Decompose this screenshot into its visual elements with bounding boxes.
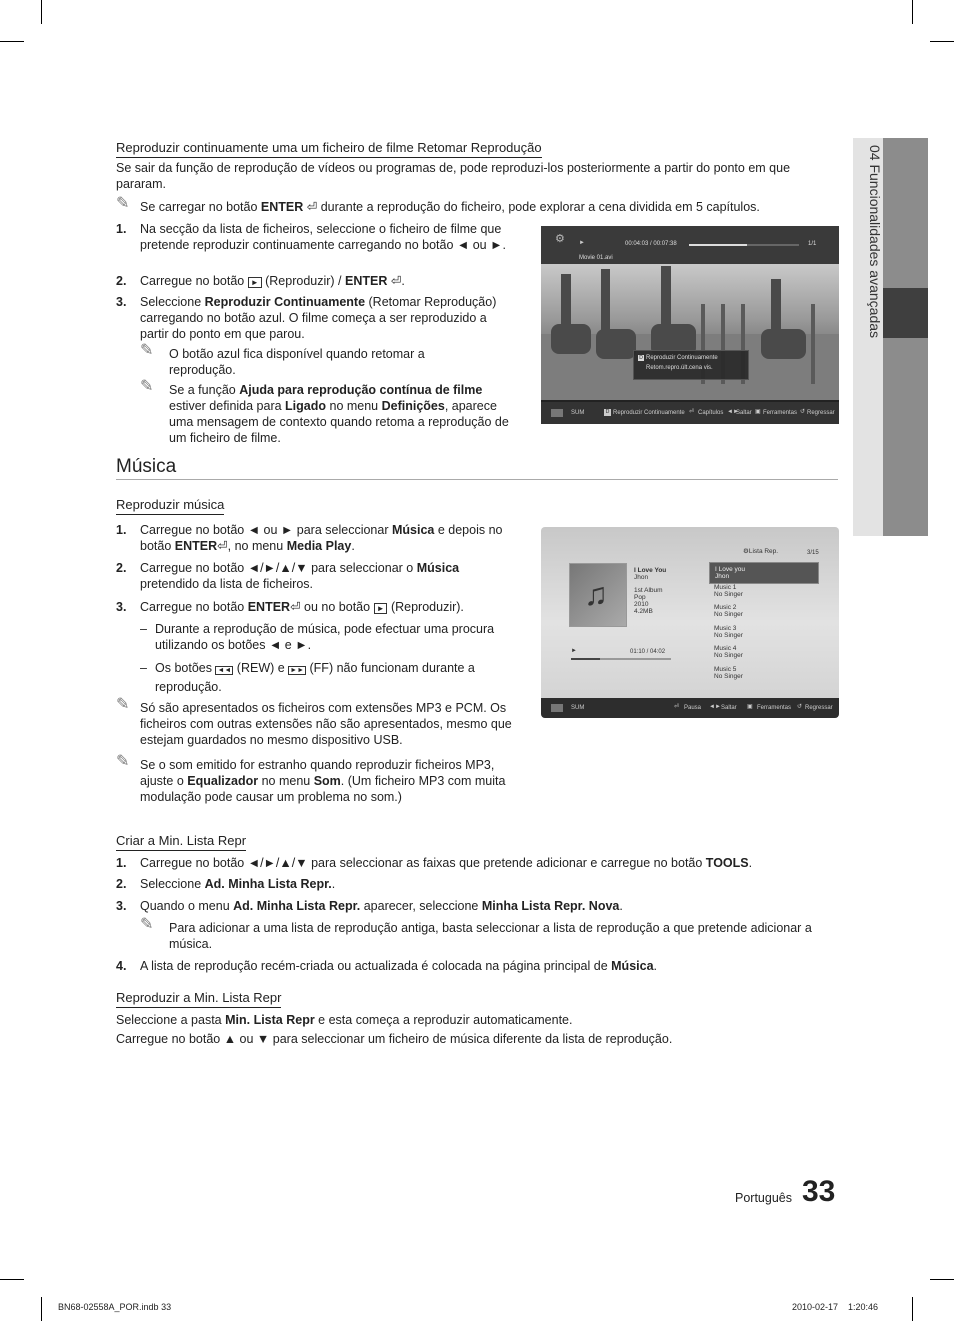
dash-bullet: –	[140, 661, 147, 675]
ff-icon: ►►	[290, 667, 305, 674]
music-note-icon: ♫	[584, 576, 608, 612]
playlist-item[interactable]	[709, 645, 817, 659]
item-sub: No Singer	[714, 632, 743, 639]
enter-icon: ⏎	[217, 539, 228, 553]
step-2-text: Carregue no botão ► (Reproduzir) / ENTER ⏎.	[140, 274, 405, 288]
enter-icon: ⏎	[387, 274, 402, 288]
crop-mark	[912, 0, 913, 24]
music-time: 01:10 / 04:02	[630, 649, 666, 655]
song-artist: Jhon	[634, 574, 649, 581]
enter-icon: ⏎	[674, 704, 680, 710]
popup-line1: Reproduzir Continuamente	[646, 355, 718, 361]
step-number: 2.	[116, 274, 127, 288]
dash-bullet: –	[140, 622, 147, 636]
step-number: 1.	[116, 222, 127, 236]
playlist[interactable]	[709, 562, 819, 692]
popup-line2: Retom.repro.últ.cena vis.	[646, 365, 713, 371]
media-icon: ⚙	[555, 233, 565, 245]
step-number: 4.	[116, 959, 127, 973]
note-file-ext: Só são apresentados os ficheiros com extensões MP3 e PCM. Os ficheiros com outras extensões não são apresentados, mesmo que estejam guardados no mesmo dispositivo USB.	[140, 701, 512, 747]
list-step-4: A lista de reprodução recém-criada ou actualizada é colocada na página principal de Música.	[140, 959, 658, 973]
list-step-3: Quando o menu Ad. Minha Lista Repr. aparecer, seleccione Minha Lista Repr. Nova.	[140, 899, 623, 913]
step-number: 2.	[116, 877, 127, 891]
bar-label-tools: Ferramentas	[757, 705, 792, 711]
step-number: 2.	[116, 561, 127, 575]
note-pencil-icon: ✎	[116, 753, 130, 770]
music-dash-1: Durante a reprodução de música, pode efectuar uma procura utilizando os botões ◄ e ►.	[155, 622, 495, 652]
crop-mark	[930, 1279, 954, 1280]
side-tab-label: 04 Funcionalidades avançadas	[867, 145, 883, 339]
section-intro: Se sair da função de reprodução de vídeos ou programas de, pode reproduzi-los posteriormente a partir do ponto em que pararam.	[116, 161, 791, 191]
song-info	[634, 567, 666, 615]
item-sub: No Singer	[714, 611, 743, 618]
step-1-text: Na secção da lista de ficheiros, seleccione o ficheiro de filme que pretende reproduzir continuamente carregando no botão ◄ ou ►.	[140, 222, 506, 252]
crop-mark	[912, 1297, 913, 1321]
blue-button-icon: D	[605, 409, 610, 415]
play-icon: ►	[579, 240, 585, 246]
crop-mark	[41, 0, 42, 24]
section-heading-resume: Reproduzir continuamente uma um ficheiro de filme Retomar Reprodução	[116, 140, 542, 158]
play-icon: ►	[374, 603, 388, 614]
bar-label-pause: Pausa	[684, 705, 702, 711]
enter-icon: ⏎	[303, 200, 318, 214]
playlist-item[interactable]	[709, 584, 817, 598]
page-number: 33	[802, 1175, 836, 1208]
rew-icon: ◄◄	[217, 667, 232, 674]
video-screen	[541, 226, 839, 424]
video-time: 00:04:03 / 00:07:38	[625, 241, 677, 247]
crop-mark	[41, 1297, 42, 1321]
sum-icon	[551, 704, 563, 712]
bar-label-return: Regressar	[805, 705, 833, 711]
item-title: Music 5	[714, 666, 737, 673]
note-old-list: Para adicionar a uma lista de reprodução antiga, basta seleccionar a lista de reprodução a que pretende adicionar a música.	[169, 921, 812, 951]
arrows-icon: ◄►	[727, 409, 739, 415]
note-pencil-icon: ✎	[140, 342, 154, 359]
song-album: 1st Album	[634, 587, 663, 594]
note-pencil-icon: ✎	[140, 916, 154, 933]
sum-label: SUM	[571, 705, 585, 711]
play-list-p2: Carregue no botão ▲ ou ▼ para seleccionar um ficheiro de música diferente da lista de reprodução.	[116, 1032, 673, 1046]
bar-label-return: Regressar	[807, 410, 835, 416]
subheading-create-list: Criar a Min. Lista Repr	[116, 833, 246, 851]
play-list-p1: Seleccione a pasta Min. Lista Repr e esta começa a reproduzir automaticamente.	[116, 1013, 573, 1027]
bar-label-resume: Reproduzir Continuamente	[613, 410, 685, 416]
music-bottom-bar	[541, 698, 839, 718]
side-tab-block	[883, 138, 928, 288]
item-sub: No Singer	[714, 673, 743, 680]
bar-label-skip: Saltar	[721, 705, 737, 711]
playlist-item-selected[interactable]	[709, 562, 819, 584]
sum-label: SUM	[571, 410, 585, 416]
list-step-1: Carregue no botão ◄/►/▲/▼ para seleccionar as faixas que pretende adicionar e carregue no botão TOOLS.	[140, 856, 753, 870]
music-progress	[571, 658, 671, 660]
crop-mark	[0, 41, 24, 42]
album-art	[569, 563, 627, 627]
crop-mark	[930, 41, 954, 42]
footer-file: BN68-02558A_POR.indb 33	[58, 1302, 172, 1312]
step-number: 1.	[116, 856, 127, 870]
step-3-text: Seleccione Reproduzir Continuamente (Retomar Reprodução) carregando no botão azul. O filme começa a ser reproduzido a partir do ponto em que parou.	[140, 295, 497, 341]
section-title-musica: Música	[116, 456, 177, 477]
item-title: Music 2	[714, 604, 737, 611]
side-tab-block	[883, 338, 928, 536]
music-step-1: Carregue no botão ◄ ou ► para seleccionar Música e depois no botão ENTER⏎, no menu Media Play.	[140, 523, 503, 553]
note-pencil-icon: ✎	[116, 696, 130, 713]
item-title: Music 3	[714, 625, 737, 632]
item-title: Music 4	[714, 645, 737, 652]
note-equalizer: Se o som emitido for estranho quando reproduzir ficheiros MP3, ajuste o Equalizador no menu Som. (Um ficheiro MP3 com muita modulação pode causar um problema no som.)	[140, 758, 506, 804]
note-pencil-icon: ✎	[140, 378, 154, 395]
video-progress	[689, 244, 799, 246]
item-sub: No Singer	[714, 591, 743, 598]
playlist-icon: ⚙	[743, 548, 749, 555]
play-icon: ►	[571, 648, 577, 654]
music-dash-2: Os botões ◄◄ (REW) e ►► (FF) não funcionam durante a reprodução.	[155, 661, 475, 694]
step-number: 1.	[116, 523, 127, 537]
subheading-play-music: Reproduzir música	[116, 497, 224, 515]
bar-label-chapters: Capítulos	[698, 410, 724, 416]
note-blue-button: O botão azul fica disponível quando retomar a reprodução.	[169, 347, 425, 377]
blue-button-icon: D	[639, 355, 643, 361]
step-number: 3.	[116, 295, 127, 309]
step-number: 3.	[116, 899, 127, 913]
song-size: 4.2MB	[634, 608, 653, 615]
subheading-play-list: Reproduzir a Min. Lista Repr	[116, 990, 281, 1008]
song-year: 2010	[634, 601, 649, 608]
play-icon: ►	[248, 277, 262, 288]
item-sub: Jhon	[715, 573, 730, 580]
tools-icon: ▣	[755, 409, 761, 415]
music-screen	[541, 527, 839, 718]
return-icon: ↺	[797, 704, 803, 710]
note-chapters: Se carregar no botão ENTER ⏎ durante a reprodução do ficheiro, pode explorar a cena dividida em 5 capítulos.	[140, 200, 760, 214]
bar-label-skip: Saltar	[736, 410, 752, 416]
playlist-title: ⚙Lista Rep.	[743, 548, 779, 555]
arrows-icon: ◄►	[709, 704, 721, 710]
item-title: I Love you	[715, 566, 745, 573]
side-tab-active-block	[883, 288, 928, 338]
section-divider	[116, 479, 838, 480]
item-sub: No Singer	[714, 652, 743, 659]
resume-popup	[633, 350, 749, 380]
footer-language: Português	[735, 1191, 792, 1205]
video-filename: Movie 01.avi	[579, 255, 613, 261]
enter-icon: ⏎	[689, 409, 695, 415]
song-title: I Love You	[634, 567, 667, 574]
item-title: Music 1	[714, 584, 737, 591]
bar-label-tools: Ferramentas	[763, 410, 798, 416]
return-icon: ↺	[800, 409, 806, 415]
enter-icon: ⏎	[290, 600, 301, 614]
step-number: 3.	[116, 600, 127, 614]
playlist-item[interactable]	[709, 666, 817, 680]
footer-date: 2010-02-17 1:20:46	[792, 1302, 879, 1312]
music-step-3: Carregue no botão ENTER⏎ ou no botão ► (Reproduzir).	[140, 600, 464, 614]
note-pencil-icon: ✎	[116, 195, 130, 212]
playlist-item[interactable]	[709, 625, 817, 639]
song-genre: Pop	[634, 594, 646, 601]
note-resume-help: Se a função Ajuda para reprodução contínua de filme estiver definida para Ligado no menu Definições, aparece uma mensagem de contexto quando retoma a reprodução de um ficheiro de filme.	[169, 383, 509, 445]
playlist-count: 3/15	[807, 550, 819, 556]
crop-mark	[0, 1279, 24, 1280]
music-step-2: Carregue no botão ◄/►/▲/▼ para seleccionar o Música pretendido da lista de ficheiros.	[140, 561, 460, 591]
list-step-2: Seleccione Ad. Minha Lista Repr..	[140, 877, 336, 891]
sum-icon	[551, 409, 563, 417]
tools-icon: ▣	[747, 704, 753, 710]
playlist-item[interactable]	[709, 604, 817, 618]
video-count: 1/1	[808, 241, 817, 247]
video-bottom-bar	[541, 402, 839, 424]
